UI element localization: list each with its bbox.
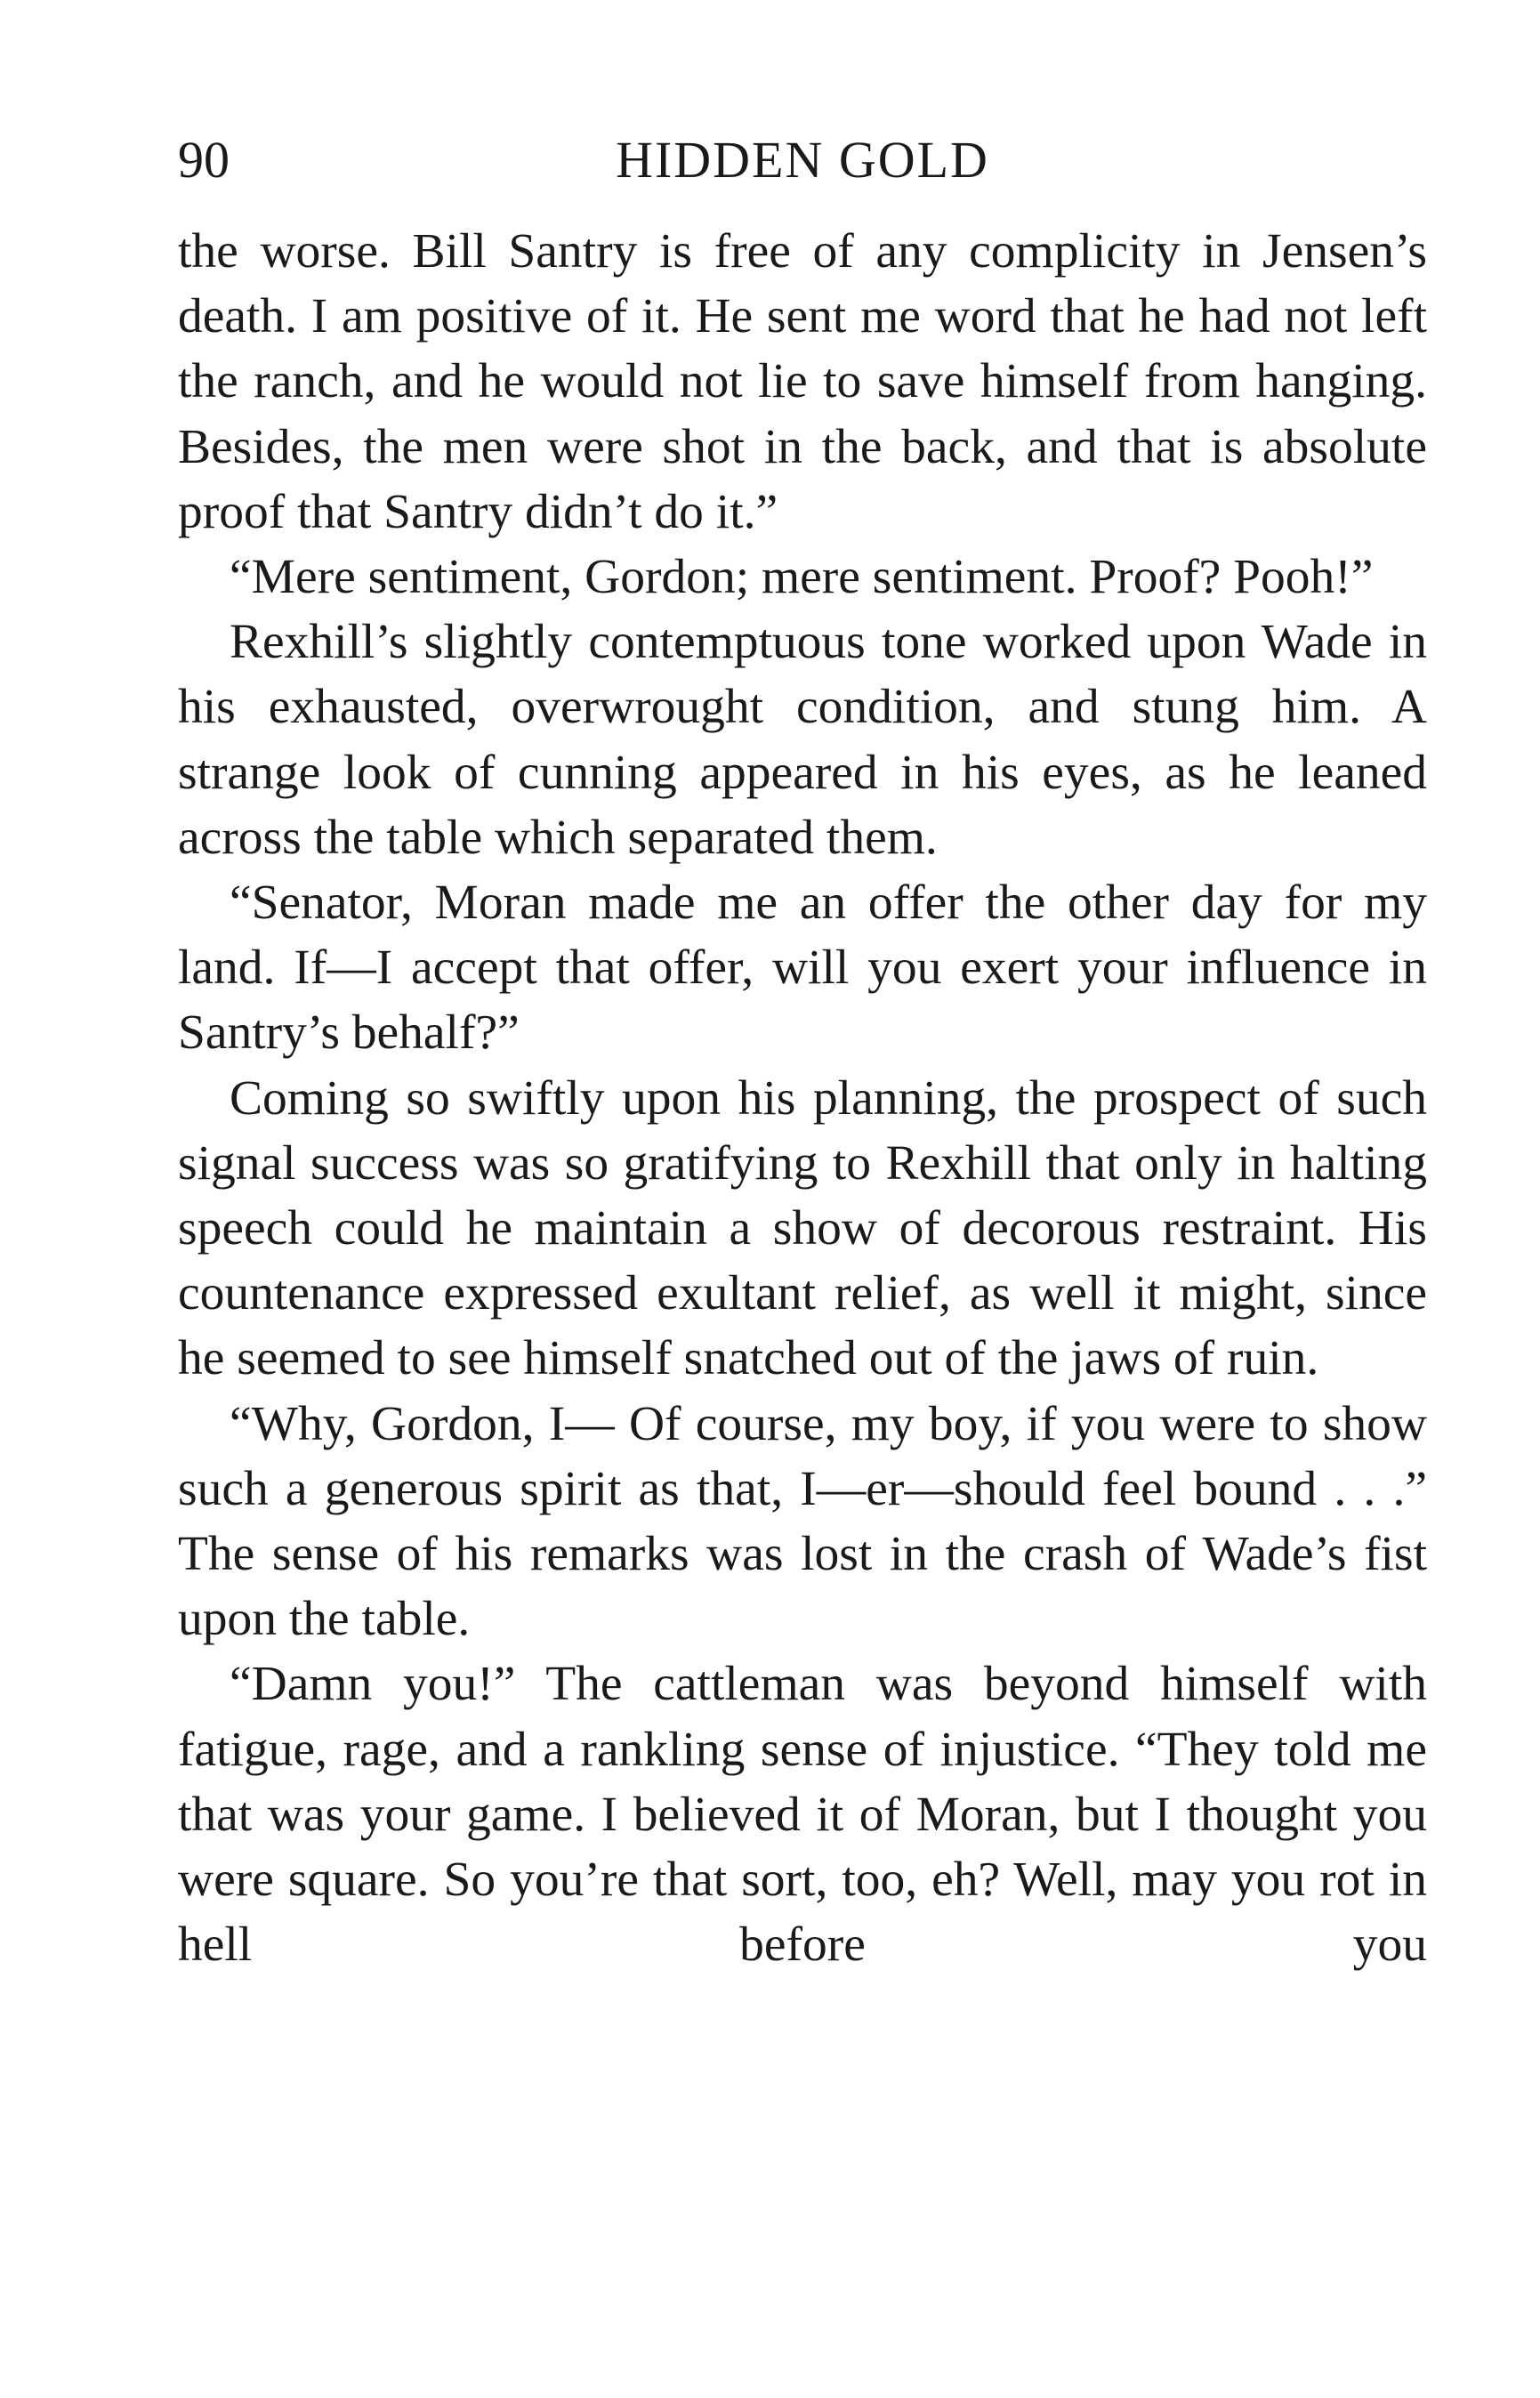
paragraph: Coming so swiftly upon his planning, the prospect of such signal success was so gratifying to Rexhill that only in halting speech could he maintain a show of decorous restraint. His countenance expressed exultant relief, as well it might, since he seemed to see himself snatched out of the jaws of ruin. bbox=[178, 1070, 1427, 1386]
paragraph: Rexhill’s slightly contemptuous tone worked upon Wade in his exhausted, overwrought condition, and stung him. A strange look of cunning appeared in his eyes, as he leaned across the table which separated them. bbox=[178, 615, 1427, 865]
body-text bbox=[178, 219, 1427, 1977]
page-number: 90 bbox=[178, 131, 230, 189]
paragraph: “Damn you!” The cattleman was beyond himself with fatigue, rage, and a rankling sense of injustice. “They told me that was your game. I believed it of Moran, but I thought you were square. So you’re that sort, too, eh? Well, may you rot in hell before you bbox=[178, 1657, 1427, 1973]
paragraph: “Why, Gordon, I— Of course, my boy, if you were to show such a generous spirit as that, I—er—should feel bound . . .” The sense of his remarks was lost in the crash of Wade’s fist upon the table. bbox=[178, 1396, 1427, 1647]
page-header bbox=[178, 125, 1427, 196]
paragraph: “Mere sentiment, Gordon; mere sentiment. Proof? Pooh!” bbox=[230, 550, 1374, 605]
paragraph: “Senator, Moran made me an offer the other day for my land. If—I accept that offer, will you exert your influence in Santry’s behalf?” bbox=[178, 876, 1427, 1061]
paragraph: the worse. Bill Santry is free of any complicity in Jensen’s death. I am positive of it. He sent me word that he had not left the ranch, and he would not lie to save himself from hanging. Besides, the men were shot in the back, and that is absolute proof that Santry didn’t do it.” bbox=[178, 224, 1427, 539]
running-title: HIDDEN GOLD bbox=[616, 131, 989, 189]
